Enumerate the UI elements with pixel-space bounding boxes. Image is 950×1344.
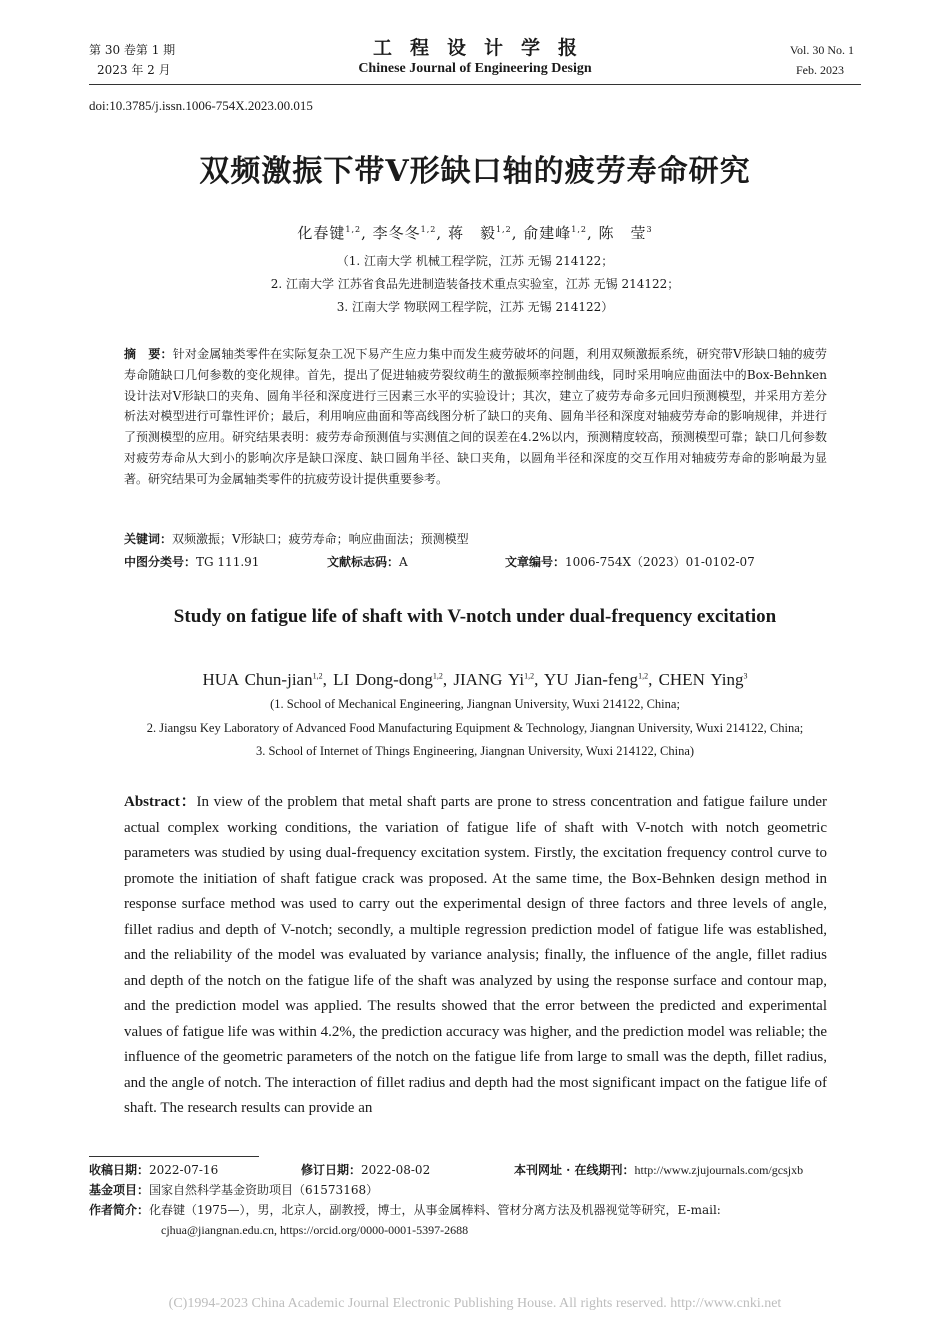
article-number: 文章编号：1006-754X（2023）01-0102-07 [505, 555, 755, 569]
affiliation-en-2: 2. Jiangsu Key Laboratory of Advanced Food Manufacturing Equipment & Technology, Jiangnan University, Wuxi 214122, China; [146, 721, 804, 735]
author-cn: 陈 莹$^3$ [598, 224, 653, 242]
abstract-en-label: Abstract [124, 794, 180, 810]
journal-name-en: Chinese Journal of Engineering Design [358, 61, 592, 76]
footnote-divider [89, 1156, 259, 1157]
author-cn: 李冬冬$^{1,2}$, [372, 224, 448, 242]
affiliation-cn-3: 3. 江南大学 物联网工程学院，江苏 无锡 214122） [336, 300, 614, 314]
author-cn: 化春键$^{1,2}$, [297, 224, 373, 242]
abstract-en-text: In view of the problem that metal shaft parts are prone to stress concentration and fatigue failure under actual complex working conditions, the variation of fatigue life of shaft with V-notch with notch geometric parameters was studied by using dual-frequency excitation system. Firstly, the excitation frequency control curve to promote the initiation of shaft fatigue crack was proposed. At the same time, the Box-Behnken design method in response surface method was used to carry out the experimental design of three factors and three levels of angle, fillet radius and depth of V-notch; secondly, a multiple regression prediction model of fatigue life was established, and the reliability of the model was evaluated by variance analysis; finally, the influence of the angle, fillet radius and depth of the notch on the fatigue life of the shaft was analyzed by using the response surface and contour map, and the prediction model was applied. The results showed that the error between the predicted and experimental values of fatigue life was within 4.2%, the prediction accuracy was higher, and the prediction model was reliable; the influence of the geometric parameters of the notch on the fatigue life from large to small was the depth, fillet radius, and the angle of notch. The interaction of fillet radius and depth had the most significant impact on the fatigue life of shaft. The research results can provide an [124, 794, 827, 1116]
author-list-cn [0, 222, 950, 243]
author-list-en [0, 670, 950, 690]
author-en: YU Jian-feng$^{1,2}$, [544, 670, 659, 689]
document-code: 文献标志码：A [327, 555, 408, 569]
keywords-cn [124, 530, 827, 548]
funding: 基金项目：国家自然科学基金资助项目（61573168） [89, 1183, 379, 1197]
author-en: JIANG Yi$^{1,2}$, [453, 670, 544, 689]
revised-date: 修订日期：2022-08-02 [301, 1163, 431, 1177]
author-bio: 作者简介：化春键（1975—），男，北京人，副教授，博士，从事金属棒料、管材分离方法及机器视觉等研究，E-mail: [89, 1203, 721, 1217]
affiliation-en-1: (1. School of Mechanical Engineering, Jiangnan University, Wuxi 214122, China; [270, 697, 680, 711]
date-en: Feb. 2023 [796, 63, 844, 77]
copyright-notice: (C)1994-2023 China Academic Journal Electronic Publishing House. All rights reserved. http://www.cnki.net [168, 1296, 782, 1311]
affiliation-cn-2: 2. 江南大学 江苏省食品先进制造装备技术重点实验室，江苏 无锡 214122； [270, 277, 680, 291]
abstract-cn [124, 344, 827, 490]
volume-issue-cn: 第 30 卷第 1 期 [89, 43, 176, 57]
affiliation-en-3: 3. School of Internet of Things Engineering, Jiangnan University, Wuxi 214122, China) [255, 744, 695, 758]
clc-number: 中图分类号：TG 111.91 [124, 555, 260, 569]
date-cn: 2023 年 2 月 [97, 63, 171, 77]
author-en: CHEN Ying$^3$ [658, 670, 748, 689]
author-en: LI Dong-dong$^{1,2}$, [333, 670, 454, 689]
author-en: HUA Chun-jian$^{1,2}$, [202, 670, 334, 689]
keywords-cn-label: 关键词： [124, 532, 173, 546]
volume-issue-en: Vol. 30 No. 1 [789, 43, 854, 57]
abstract-cn-label: 摘 要： [124, 347, 173, 361]
author-cn: 俞建峰$^{1,2}$, [523, 224, 599, 242]
journal-name-cn: 工程设计学报 [372, 37, 595, 59]
journal-url-link[interactable]: http://www.zjujournals.com/gcsjxb [634, 1163, 804, 1177]
doi[interactable]: doi:10.3785/j.issn.1006-754X.2023.00.015 [89, 98, 313, 113]
paper-title-en: Study on fatigue life of shaft with V-notch under dual-frequency excitation [173, 606, 777, 627]
header-issue-en [790, 40, 854, 80]
affiliation-cn-1: （1. 江南大学 机械工程学院，江苏 无锡 214122； [336, 254, 614, 268]
abstract-en: Abstract：In view of the problem that metal shaft parts are prone to stress concentration and fatigue failure under actual complex working conditions, the variation of fatigue life of shaft with V-notch with notch geometric parameters was studied by using dual-frequency excitation system. Firstly, the excitation frequency control curve to promote the initiation of shaft fatigue crack was proposed. At the same time, the Box-Behnken design method in response surface method was used to carry out the experimental design of three factors and three levels of angle, fillet radius and depth of V-notch; secondly, a multiple regression prediction model of fatigue life was established, and the reliability of the model was evaluated by variance analysis; finally, the influence of the angle, fillet radius and depth of the notch on the fatigue life of the shaft was analyzed by using the response surface and contour map, and the prediction model was applied. The results showed that the error between the predicted and experimental values of fatigue life was within 4.2%, the prediction accuracy was higher, and the prediction model was reliable; the influence of the geometric parameters of the notch on the fatigue life from large to small was the depth, fillet radius, and the angle of notch. The interaction of fillet radius and depth had the most significant impact on the fatigue life of shaft. The research results can provide an [124, 794, 827, 1116]
journal-website: 本刊网址 · 在线期刊：http://www.zjujournals.com/gcsjxb [514, 1163, 804, 1177]
received-date: 收稿日期：2022-07-16 [89, 1163, 219, 1177]
abstract-cn-text: 针对金属轴类零件在实际复杂工况下易产生应力集中而发生疲劳破坏的问题，利用双频激振系统，研究带V形缺口轴的疲劳寿命随缺口几何参数的变化规律。首先，提出了促进轴疲劳裂纹萌生的激振频率控制曲线，同时采用响应曲面法中的Box-Behnken设计法对V形缺口的夹角、圆角半径和深度进行三因素三水平的实验设计；其次，建立了疲劳寿命多元回归预测模型，并采用方差分析法对模型进行可靠性评价；最后，利用响应曲面和等高线图分析了缺口的夹角、圆角半径和深度对轴疲劳寿命的影响规律，并进行了预测模型的应用。研究结果表明：疲劳寿命预测值与实测值之间的误差在4.2%以内，预测精度较高，预测模型可靠；缺口几何参数对疲劳寿命从大到小的影响次序是缺口深度、缺口圆角半径、缺口夹角，以圆角半径和深度的交互作用对轴疲劳寿命的影响最为显著。研究结果可为金属轴类零件的抗疲劳设计提供重要参考。 [124, 347, 827, 486]
header-divider [89, 84, 861, 85]
paper-title-cn: 双频激振下带V形缺口轴的疲劳寿命研究 [199, 154, 751, 189]
author-cn: 蒋 毅$^{1,2}$, [447, 224, 524, 242]
keywords-cn-text: 双频激振；V形缺口；疲劳寿命；响应曲面法；预测模型 [172, 532, 469, 546]
author-contact[interactable]: cjhua@jiangnan.edu.cn, https://orcid.org/0000-0001-5397-2688 [161, 1223, 469, 1237]
